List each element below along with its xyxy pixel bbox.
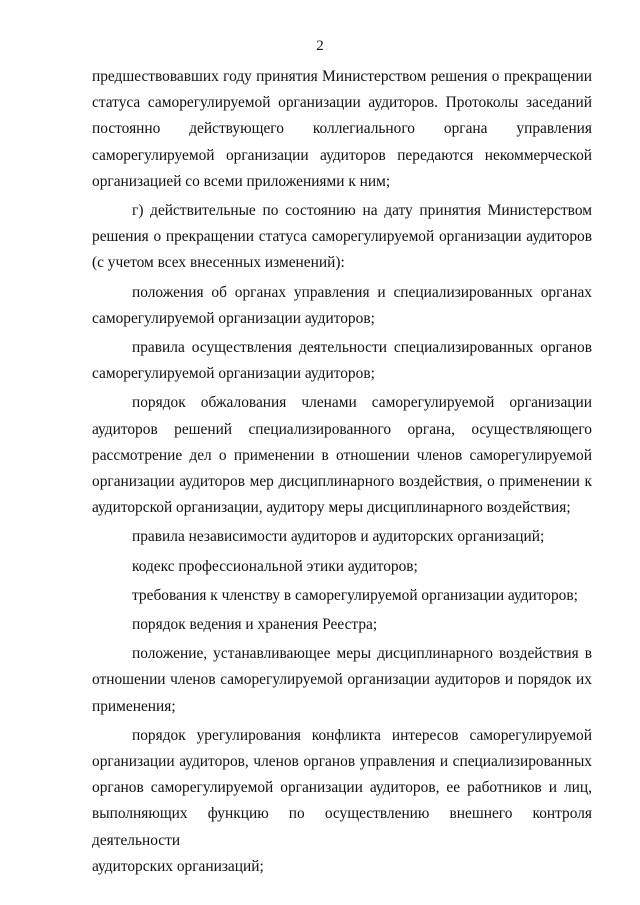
text-line: правила осуществления деятельности специализированных органов [132, 339, 592, 357]
text-line: саморегулируемой организации аудиторов; [92, 365, 375, 383]
text-line: г) действительные по состоянию на дату принятия Министерством [132, 202, 592, 220]
text-line: положения об органах управления и специализированных органах [132, 283, 592, 301]
paragraph [92, 612, 592, 638]
text-line: организации аудиторов мер дисциплинарного воздействия, о применении к [92, 473, 592, 491]
paragraph [92, 524, 592, 550]
text-line: организации аудиторов, членов органов управления и специализированных [92, 753, 592, 771]
text-line: кодекс профессиональной этики аудиторов; [132, 557, 418, 575]
paragraph [92, 723, 592, 880]
paragraph [92, 554, 592, 580]
text-line: решения о прекращении статуса саморегулируемой организации аудиторов [92, 228, 592, 246]
text-line: аудиторской организации, аудитору меры дисциплинарного воздействия; [92, 499, 571, 517]
text-line: порядок обжалования членами саморегулируемой организации [132, 394, 592, 412]
text-line: статуса саморегулируемой организации аудиторов. Протоколы заседаний [92, 94, 592, 112]
text-line: организацией со всеми приложениями к ним; [92, 172, 391, 190]
text-line: аудиторских организаций; [92, 857, 264, 875]
text-line: аудиторов решений специализированного органа, осуществляющего [92, 420, 592, 438]
text-line: выполняющих функцию по осуществлению внешнего контроля деятельности [92, 805, 592, 849]
text-line: положение, устанавливающее меры дисциплинарного воздействия в [132, 645, 592, 663]
paragraph [92, 335, 592, 387]
text-line: органов саморегулируемой организации аудиторов, ее работников и лиц, [92, 779, 592, 797]
text-line: отношении членов саморегулируемой организации аудиторов и порядок их [92, 671, 592, 689]
text-line: предшествовавших году принятия Министерством решения о прекращении [92, 68, 592, 85]
text-line: постоянно действующего коллегиального органа управления [92, 120, 592, 138]
text-line: правила независимости аудиторов и аудиторских организаций; [132, 528, 545, 546]
paragraph [92, 64, 592, 195]
paragraph [92, 390, 592, 521]
body-text [92, 64, 592, 880]
text-line: порядок урегулирования конфликта интересов саморегулируемой [132, 726, 592, 744]
text-line: порядок ведения и хранения Реестра; [132, 616, 378, 634]
text-line: требования к членству в саморегулируемой организации аудиторов; [132, 586, 578, 604]
text-line: саморегулируемой организации аудиторов; [92, 309, 375, 327]
paragraph [92, 583, 592, 609]
page-number: 2 [316, 38, 324, 54]
paragraph [92, 280, 592, 332]
text-line: рассмотрение дел о применении в отношении членов саморегулируемой [92, 446, 592, 464]
text-line: применения; [92, 697, 176, 715]
text-line: саморегулируемой организации аудиторов передаются некоммерческой [92, 146, 592, 164]
text-line: (с учетом всех внесенных изменений): [92, 254, 345, 272]
paragraph [92, 198, 592, 277]
paragraph [92, 641, 592, 720]
